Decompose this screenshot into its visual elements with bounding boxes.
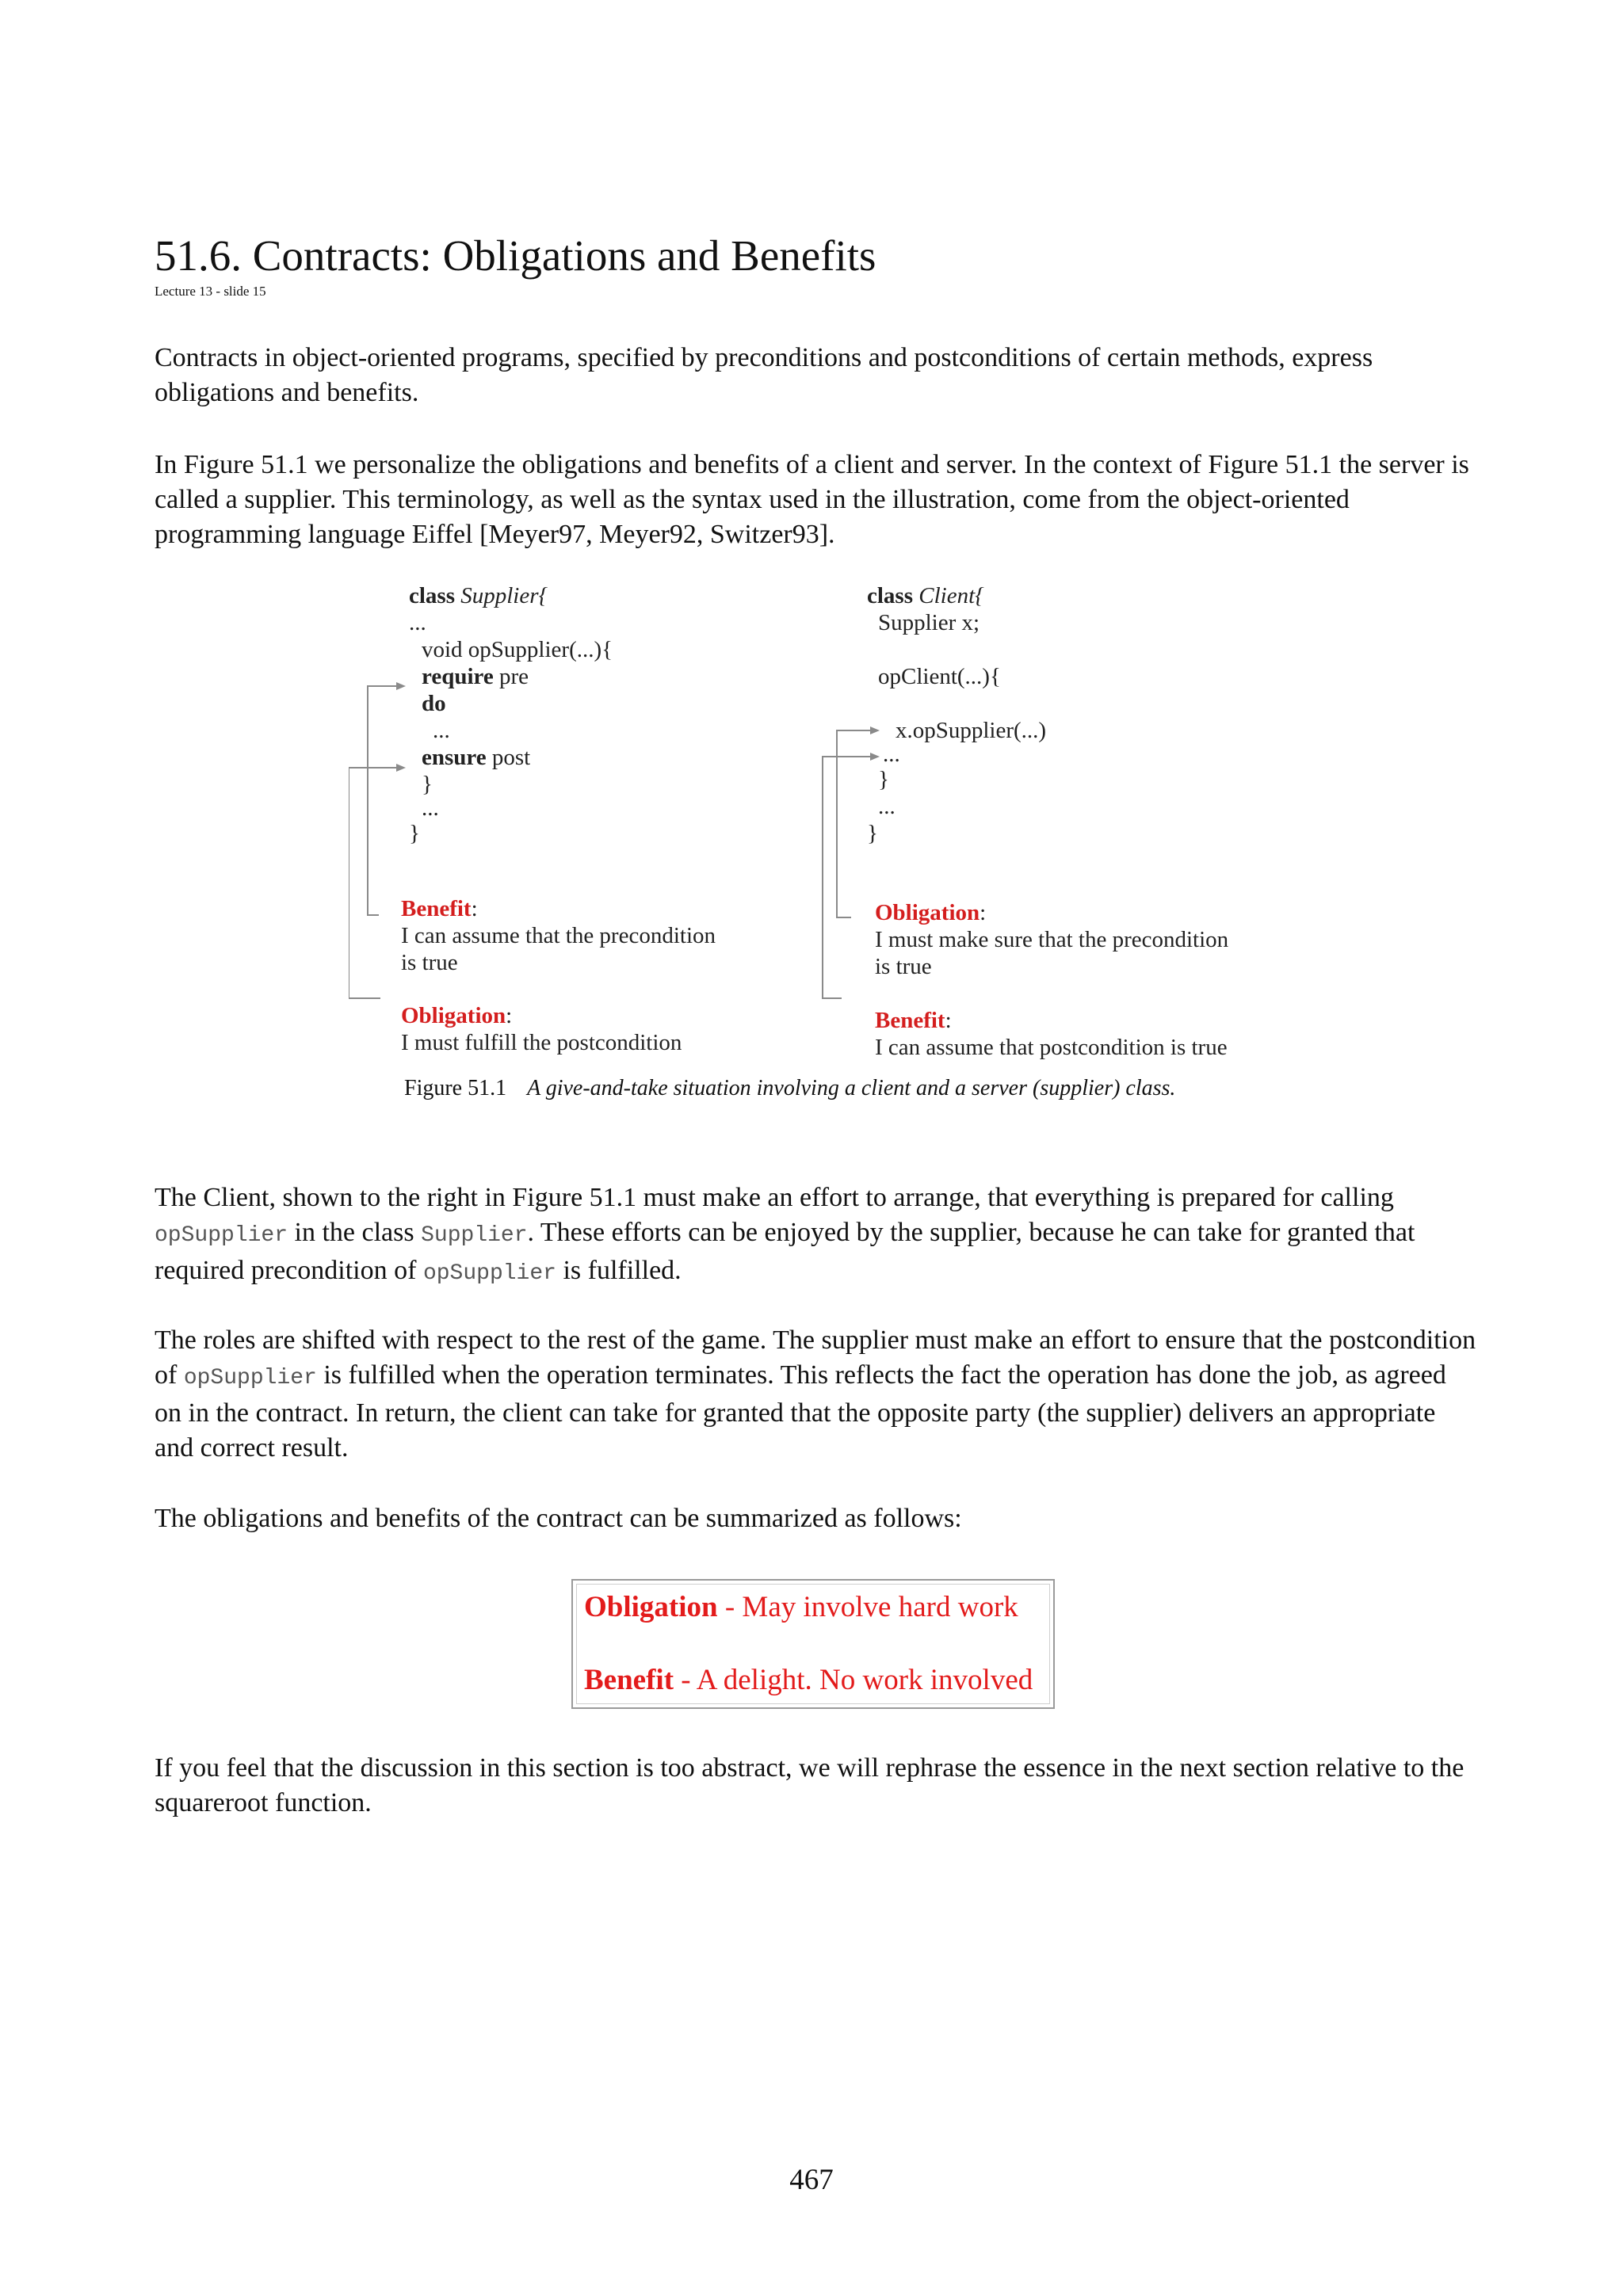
- supplier-dots-2: ...: [433, 718, 450, 743]
- figure-caption: [404, 1075, 1276, 1102]
- client-benefit-connector: [823, 757, 870, 998]
- client-method-line: opClient(...){: [878, 664, 1001, 689]
- supplier-method-line: void opSupplier(...){: [422, 637, 613, 662]
- client-class-line: class Client{: [867, 583, 984, 608]
- supplier-close-brace-1: }: [422, 772, 433, 797]
- paragraph-supplier-role: The roles are shifted with respect to the rest of the game. The supplier must make an effort to ensure that the postcondition of opSupplier is fulfilled when the operation terminates. This reflects the fact the operation has done the job, as agreed on in the contract. In return, the client can take for granted that the opposite party (the supplier) delivers an appropriate and correct result.: [155, 1325, 1476, 1463]
- inline-code-opsupplier: opSupplier: [422, 1261, 556, 1286]
- slide-reference: Lecture 13 - slide 15: [155, 284, 266, 299]
- supplier-obligation-label: Obligation:: [401, 1003, 513, 1028]
- supplier-obligation-text: I must fulfill the postcondition: [401, 1030, 682, 1055]
- client-field-line: Supplier x;: [878, 610, 980, 635]
- inline-code-supplier: Supplier: [421, 1223, 528, 1248]
- supplier-dots-3: ...: [422, 795, 439, 821]
- figure-caption-text: A give-and-take situation involving a client and a server (supplier) class.: [527, 1076, 1176, 1100]
- inline-code-opsupplier: opSupplier: [183, 1366, 317, 1390]
- summary-box: [571, 1579, 1055, 1709]
- benefit-to-require-connector: [368, 686, 396, 915]
- client-call-line: x.opSupplier(...): [896, 718, 1047, 743]
- summary-benefit-line: Benefit - A delight. No work involved: [584, 1664, 1033, 1696]
- client-obligation-text-2: is true: [875, 954, 932, 979]
- supplier-dots-1: ...: [409, 610, 426, 635]
- paragraph-closing: If you feel that the discussion in this section is too abstract, we will rephrase the essence in the next section relative to the squareroot function.: [155, 1753, 1465, 1817]
- client-close-brace-2: }: [867, 821, 878, 846]
- supplier-class-line: class Supplier{: [409, 583, 548, 608]
- summary-obligation-line: Obligation - May involve hard work: [584, 1591, 1018, 1623]
- arrowhead-call: [870, 727, 880, 734]
- section-heading: 51.6. Contracts: Obligations and Benefits: [155, 231, 876, 280]
- arrowhead-ensure: [396, 764, 406, 772]
- supplier-ensure-line: ensure post: [422, 745, 531, 770]
- page-number: 467: [789, 2164, 834, 2196]
- supplier-benefit-text-1: I can assume that the precondition: [401, 923, 716, 948]
- figure-contract-illustration: [349, 582, 1284, 1074]
- client-benefit-text: I can assume that postcondition is true: [875, 1035, 1228, 1060]
- paragraph-client-role: The Client, shown to the right in Figure 51.1 must make an effort to arrange, that everything is prepared for calling opSupplier in the class Supplier. These efforts can be enjoyed by the supplier, because he can take for granted that required precondition of opSupplier is fulfilled.: [155, 1183, 1415, 1286]
- client-obligation-label: Obligation:: [875, 900, 987, 925]
- obligation-to-ensure-connector: [349, 768, 396, 998]
- inline-code-opsupplier: opSupplier: [155, 1223, 288, 1248]
- supplier-require-line: require pre: [422, 664, 529, 689]
- client-obligation-text-1: I must make sure that the precondition: [875, 927, 1229, 952]
- client-dots-1: ...: [883, 742, 900, 767]
- supplier-close-brace-2: }: [409, 821, 420, 846]
- client-benefit-label: Benefit:: [875, 1008, 952, 1033]
- arrowhead-require: [396, 682, 406, 690]
- paragraph-intro: Contracts in object-oriented programs, specified by preconditions and postconditions of certain methods, express obligations and benefits.: [155, 343, 1373, 407]
- supplier-benefit-text-2: is true: [401, 950, 458, 975]
- paragraph-summary-intro: The obligations and benefits of the contract can be summarized as follows:: [155, 1504, 962, 1533]
- figure-caption-number: Figure 51.1: [404, 1076, 507, 1100]
- supplier-benefit-label: Benefit:: [401, 896, 478, 921]
- client-close-brace-1: }: [878, 767, 889, 792]
- paragraph-figure-intro: In Figure 51.1 we personalize the obligations and benefits of a client and server. In the context of Figure 51.1 the server is called a supplier. This terminology, as well as the syntax used in the illustration, come from the object-oriented programming language Eiffel [Meyer97, Meyer92, Switzer93].: [155, 450, 1469, 549]
- arrowhead-after-call: [870, 753, 880, 761]
- supplier-do-line: do: [422, 691, 446, 716]
- client-obligation-connector: [837, 730, 870, 917]
- client-dots-2: ...: [878, 794, 896, 819]
